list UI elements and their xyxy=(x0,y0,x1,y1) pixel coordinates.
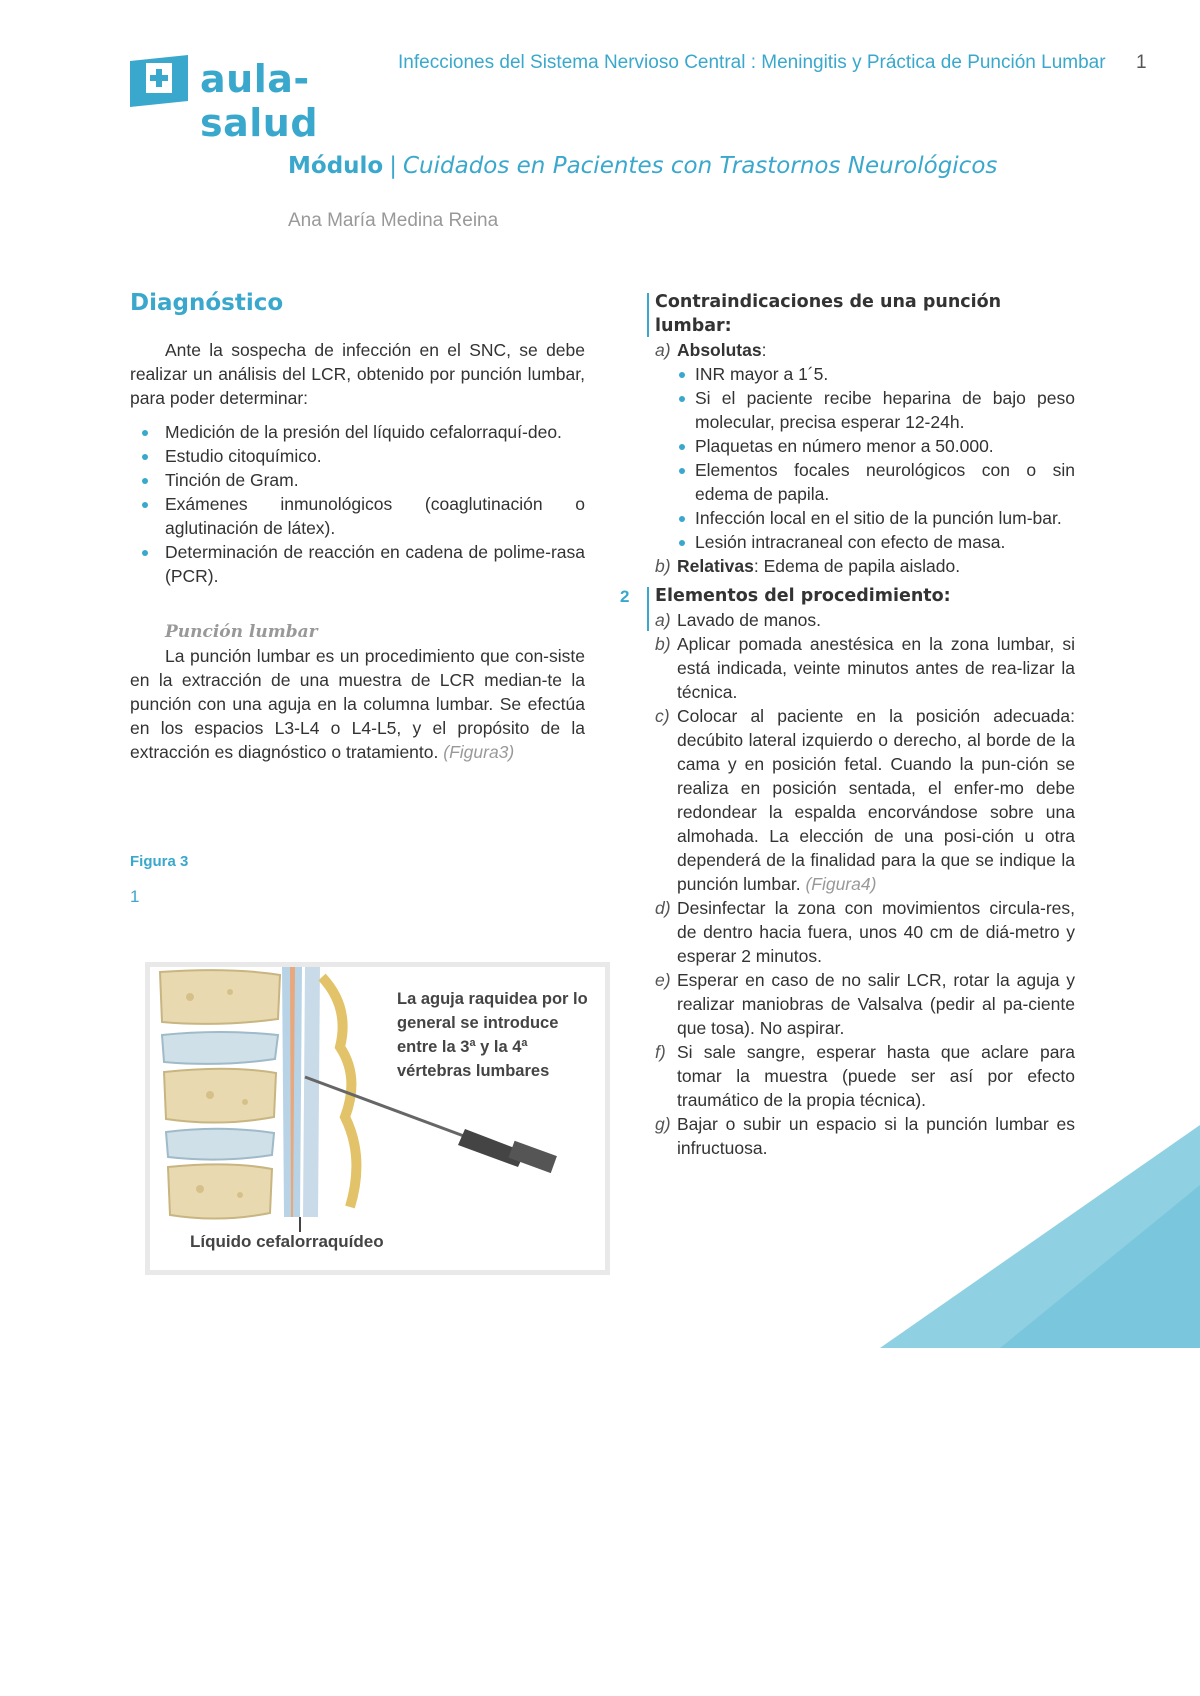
procedure-step xyxy=(655,704,1075,896)
list-item-absolutas: a) Absolutas: INR mayor a 1´5. Si el paciente recibe heparina de bajo peso molecular, precisa esperar 12-24h. Plaquetas en número menor a 50.000. Elementos focales neurológicos con o sin edema de papila. Infección local en el sitio de la punción lum-bar. Lesión intracraneal con efecto de masa. xyxy=(655,340,1075,552)
list-letter: a) xyxy=(655,340,671,360)
contraindications-list xyxy=(655,338,1075,578)
procedure-block xyxy=(655,584,1075,1160)
procedure-title: Elementos del procedimiento: xyxy=(655,586,951,606)
list-item: Medición de la presión del líquido cefalorraquí-deo. xyxy=(130,420,585,444)
list-item: Infección local en el sitio de la punción lum-bar. xyxy=(677,506,1075,530)
list-item: Si el paciente recibe heparina de bajo peso molecular, precisa esperar 12-24h. xyxy=(677,386,1075,434)
decorative-triangle xyxy=(880,1125,1200,1348)
relativas-text: : Edema de papila aislado. xyxy=(753,556,961,576)
margin-number: 2 xyxy=(620,587,630,606)
list-letter: c) xyxy=(655,706,670,726)
right-column xyxy=(655,290,1075,1160)
module-separator: | xyxy=(389,153,397,179)
figure-caption: Líquido cefalorraquídeo xyxy=(190,1232,384,1251)
procedure-step xyxy=(655,968,1075,1040)
list-letter: b) xyxy=(655,556,671,576)
figure-reference[interactable]: (Figura4) xyxy=(805,874,877,894)
absolutas-label: Absolutas xyxy=(677,340,762,360)
list-letter: g) xyxy=(655,1114,671,1134)
procedure-step xyxy=(655,608,1075,632)
procedure-step xyxy=(655,632,1075,704)
contraindications-block xyxy=(655,290,1075,578)
figure-reference[interactable]: (Figura3) xyxy=(443,742,515,762)
list-letter: a) xyxy=(655,610,671,630)
figure-label: Figura 3 xyxy=(130,853,189,870)
module-name: Cuidados en Pacientes con Trastornos Neurológicos xyxy=(402,153,998,179)
module-line xyxy=(288,153,997,179)
figure-image xyxy=(150,967,605,1270)
list-letter: f) xyxy=(655,1042,666,1062)
list-item: Lesión intracraneal con efecto de masa. xyxy=(677,530,1075,554)
left-column xyxy=(130,290,585,764)
intro-paragraph: Ante la sospecha de infección en el SNC, se debe realizar un análisis del LCR, obtenido por punción lumbar, para poder determinar: xyxy=(130,340,585,408)
diagnosis-list xyxy=(130,420,585,588)
list-item: Exámenes inmunológicos (coaglutinación o aglutinación de látex). xyxy=(130,492,585,540)
aula-salud-logo xyxy=(130,55,380,145)
relativas-label: Relativas xyxy=(677,556,754,576)
step-text: Si sale sangre, esperar hasta que aclare para tomar la muestra (puede ser así por efecto traumático de la propia técnica). xyxy=(677,1042,1075,1110)
figure-3 xyxy=(145,962,610,1275)
list-letter: e) xyxy=(655,970,671,990)
section-title-diagnostico: Diagnóstico xyxy=(130,290,284,316)
list-item: Tinción de Gram. xyxy=(130,468,585,492)
procedure-steps xyxy=(655,608,1075,1160)
list-item-relativas xyxy=(655,554,1075,578)
list-item: Determinación de reacción en cadena de polime-rasa (PCR). xyxy=(130,540,585,588)
subtitle-puncion-lumbar: Punción lumbar xyxy=(165,622,318,642)
list-item: Plaquetas en número menor a 50.000. xyxy=(677,434,1075,458)
figure-annotation: La aguja raquidea por lo general se introduce entre la 3ª y la 4ª vértebras lumbares xyxy=(397,990,588,1080)
list-letter: b) xyxy=(655,634,671,654)
list-letter: d) xyxy=(655,898,671,918)
absolutas-list xyxy=(677,362,1075,554)
medical-cross-icon xyxy=(130,55,188,107)
procedure-step xyxy=(655,896,1075,968)
contraindications-title: Contraindicaciones de una punción lumbar: xyxy=(655,292,1002,336)
step-text: Aplicar pomada anestésica en la zona lumbar, si está indicada, veinte minutos antes de rea-lizar la técnica. xyxy=(677,634,1075,702)
step-text: Desinfectar la zona con movimientos circula-res, de dentro hacia fuera, unos 40 cm de diá-metro y esperar 2 minutos. xyxy=(677,898,1075,966)
step-text: Colocar al paciente en la posición adecuada: decúbito lateral izquierdo o derecho, al borde de la cama y en posición fetal. Cuando la pun-ción se realiza en posición sentada, el enfer-mo debe redondear la espalda encorvándose sobre una almohada. La elección de una posi-ción u otra dependerá de la finalidad para la que se indique la punción lumbar. xyxy=(677,706,1075,894)
list-item: INR mayor a 1´5. xyxy=(677,362,1075,386)
list-item: Estudio citoquímico. xyxy=(130,444,585,468)
logo-text: aula-salud xyxy=(200,57,319,145)
page-number: 1 xyxy=(1136,52,1147,73)
step-text: Bajar o subir un espacio si la punción lumbar es infructuosa. xyxy=(677,1114,1075,1158)
puncion-text: La punción lumbar es un procedimiento que con-siste en la extracción de una muestra de LCR median-te la punción con una aguja en la columna lumbar. Se efectúa en los espacios L3-L4 o L4-L5, y el propósito de la extracción es diagnóstico o tratamiento. xyxy=(130,646,585,762)
list-item: Elementos focales neurológicos con o sin edema de papila. xyxy=(677,458,1075,506)
figure-number: 1 xyxy=(130,887,140,906)
step-text: Lavado de manos. xyxy=(677,610,821,630)
step-text: Esperar en caso de no salir LCR, rotar la aguja y realizar maniobras de Valsalva (pedir al pa-ciente que tosa). No aspirar. xyxy=(677,970,1075,1038)
puncion-paragraph xyxy=(130,644,585,764)
procedure-step xyxy=(655,1040,1075,1112)
header-title: Infecciones del Sistema Nervioso Central : Meningitis y Práctica de Punción Lumbar xyxy=(398,52,1106,73)
module-label: Módulo xyxy=(288,153,384,179)
author: Ana María Medina Reina xyxy=(288,210,499,231)
procedure-title-text: Elementos del procedimiento xyxy=(655,586,944,606)
